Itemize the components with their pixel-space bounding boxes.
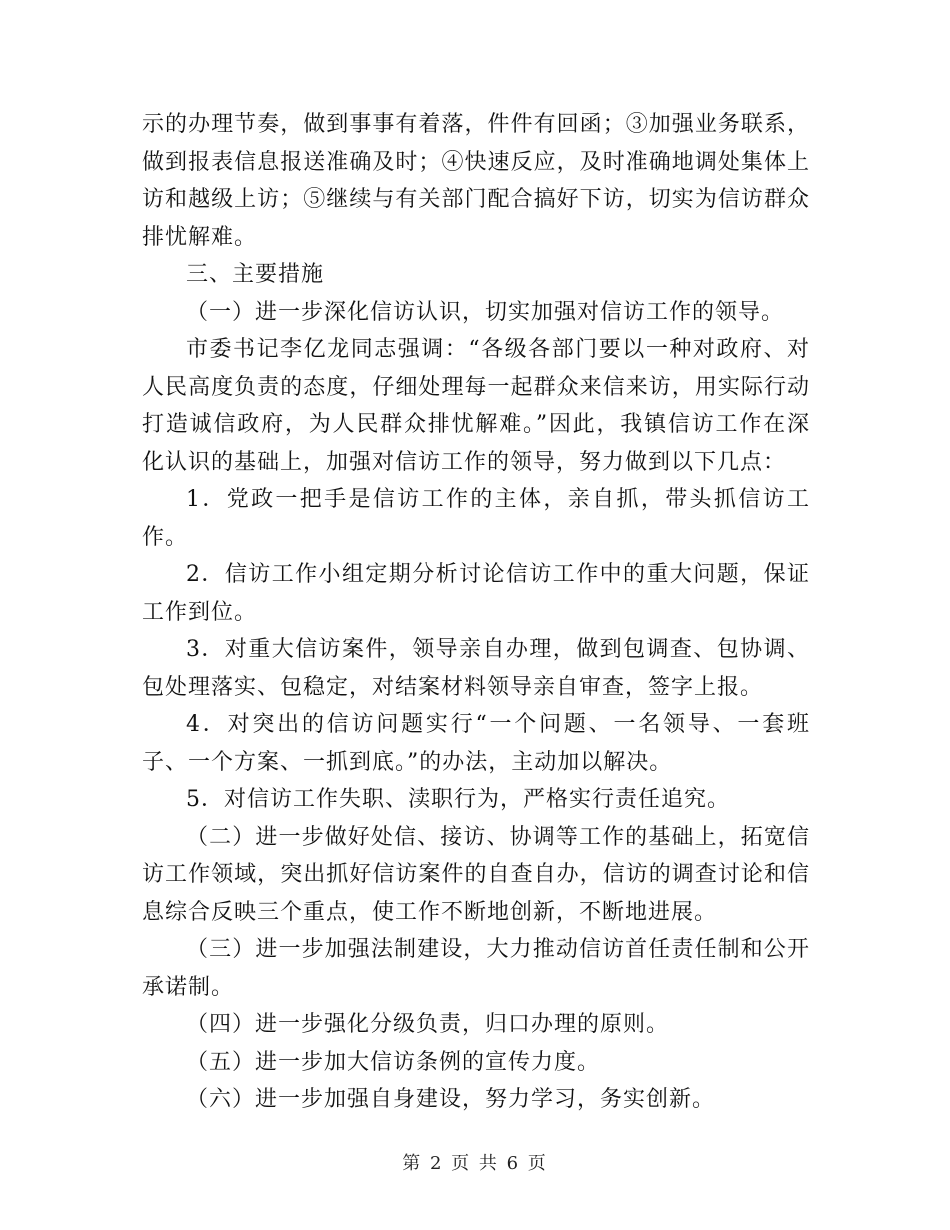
paragraph-quote: 市委书记李亿龙同志强调：“各级各部门要以一种对政府、对人民高度负责的态度，仔细处理每一起群众来信来访，用实际行动打造诚信政府，为人民群众排忧解难。”因此，我镇信访工作在深化认识的基础上，加强对信访工作的领导，努力做到以下几点： [142, 337, 810, 475]
list-item-2: 2．信访工作小组定期分析讨论信访工作中的重大问题，保证工作到位。 [142, 562, 810, 625]
subheading-5: （五）进一步加大信访条例的宣传力度。 [186, 1049, 601, 1075]
subheading-4: （四）进一步强化分级负责，归口办理的原则。 [186, 1012, 670, 1037]
page-number-footer: 第 2 页 共 6 页 [402, 1153, 548, 1174]
list-item-4: 4．对突出的信访问题实行“一个问题、一名领导、一套班子、一个方案、一抓到底。”的办法，主动加以解决。 [142, 712, 810, 775]
list-item-1: 1．党政一把手是信访工作的主体，亲自抓，带头抓信访工作。 [142, 487, 810, 550]
paragraph-continuation: 示的办理节奏，做到事事有着落，件件有回函；③加强业务联系，做到报表信息报送准确及时；④快速反应，及时准确地调处集体上访和越级上访；⑤继续与有关部门配合搞好下访，切实为信访群众排忧解难。 [142, 112, 810, 250]
list-item-5: 5．对信访工作失职、渎职行为，严格实行责任追究。 [186, 787, 730, 812]
subheading-1: （一）进一步深化信访认识，切实加强对信访工作的领导。 [186, 299, 785, 325]
section-heading-main-measures: 三、主要措施 [186, 262, 325, 287]
list-item-3: 3．对重大信访案件，领导亲自办理，做到包调查、包协调、包处理落实、包稳定，对结案材料领导亲自审查，签字上报。 [142, 637, 810, 700]
subheading-2: （二）进一步做好处信、接访、协调等工作的基础上，拓宽信访工作领域，突出抓好信访案件的自查自办，信访的调查讨论和信息综合反映三个重点，使工作不断地创新，不断地进展。 [142, 824, 810, 925]
subheading-3: （三）进一步加强法制建设，大力推动信访首任责任制和公开承诺制。 [142, 937, 810, 1000]
document-body [142, 106, 810, 1119]
subheading-6: （六）进一步加强自身建设，努力学习，务实创新。 [186, 1087, 716, 1112]
